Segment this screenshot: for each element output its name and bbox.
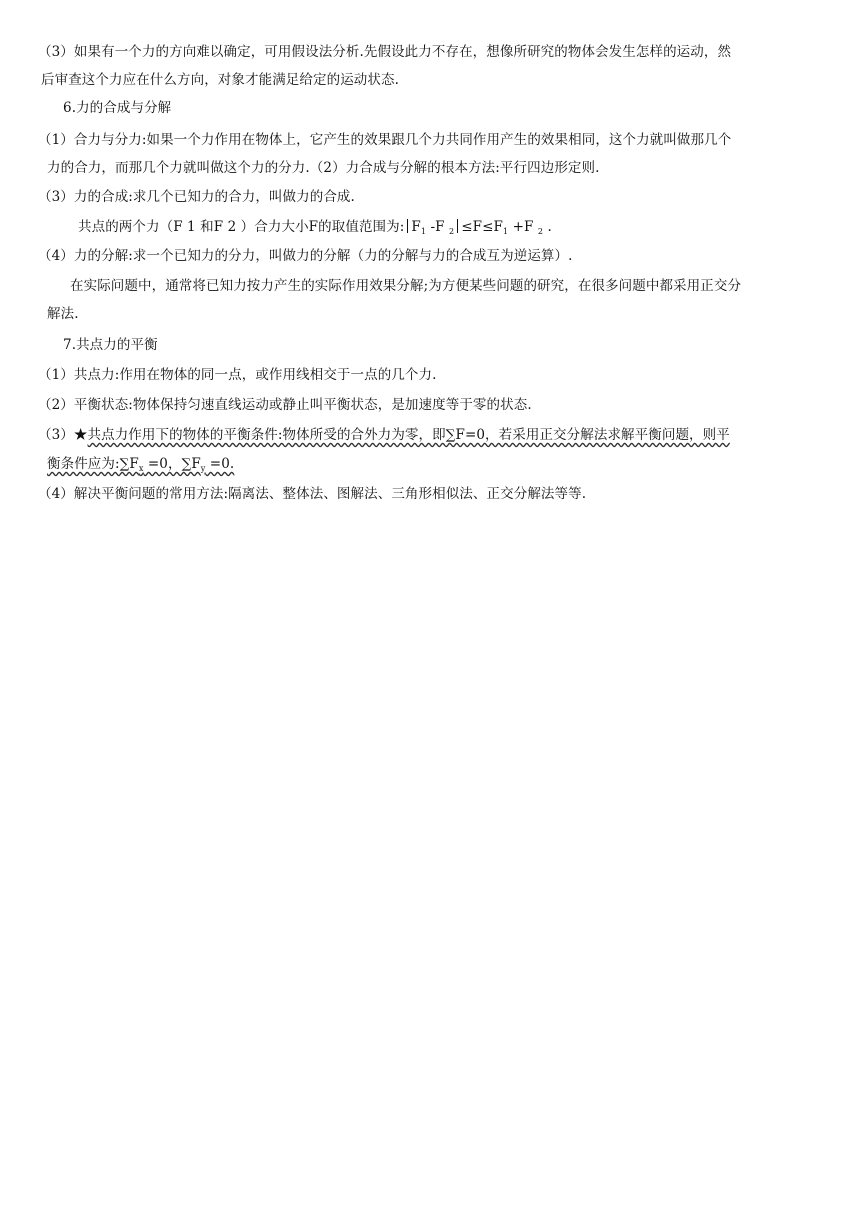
formula-part-a: 衡条件应为:∑F: [47, 456, 139, 472]
section-6-paragraph-4: （4）力的分解:求一个已知力的分力，叫做力的分解（力的分解与力的合成互为逆运算）.: [38, 248, 573, 264]
section-7-paragraph-3-line-1: [38, 426, 730, 444]
equilibrium-condition-text: 共点力作用下的物体的平衡条件:物体所受的合外力为零，即∑F=0，若采用正交分解法求解平衡问题，则平: [87, 427, 730, 443]
force-range-f1: F: [411, 219, 421, 235]
paragraph-3-number: （3）: [38, 427, 74, 443]
abs-bar-left: [407, 219, 408, 233]
section-6-paragraph-1-line-1: （1）合力与分力:如果一个力作用在物体上，它产生的效果跟几个力共同作用产生的效果相同，这个力就叫做那几个: [38, 132, 732, 148]
section-6-heading: 6.力的合成与分解: [63, 100, 172, 116]
force-range-sub-3: 1: [502, 227, 509, 236]
formula-part-c: =0.: [205, 456, 235, 472]
force-range-sub-4: 2: [537, 227, 544, 236]
section-7-heading: 7.共点力的平衡: [63, 337, 158, 353]
force-range-sub-1: 1: [420, 227, 427, 236]
paragraph-3-line-2: 后审查这个力应在什么方向，对象才能满足给定的运动状态.: [41, 72, 399, 88]
formula-sub-x: x: [138, 464, 144, 473]
section-7-paragraph-1: （1）共点力:作用在物体的同一点，或作用线相交于一点的几个力.: [38, 367, 437, 383]
section-6-paragraph-3: （3）力的合成:求几个已知力的合力，叫做力的合成.: [38, 189, 355, 205]
section-7-paragraph-4: （4）解决平衡问题的常用方法:隔离法、整体法、图解法、三角形相似法、正交分解法等等.: [38, 486, 587, 502]
paragraph-3-line-1: （3）如果有一个力的方向难以确定，可用假设法分析.先假设此力不存在，想像所研究的物体会发生怎样的运动，然: [38, 44, 732, 60]
formula-part-b: =0，∑F: [143, 456, 201, 472]
star-icon: ★: [73, 427, 88, 443]
section-6-paragraph-1-line-2: 力的合力，而那几个力就叫做这个力的分力.（2）力合成与分解的根本方法:平行四边形定则.: [47, 160, 600, 176]
force-range-mid: ≤F≤F: [461, 219, 503, 235]
force-range-plus: +F: [508, 219, 538, 235]
force-range-end: .: [543, 219, 552, 235]
force-range-minus: -F: [426, 219, 449, 235]
section-7-paragraph-2: （2）平衡状态:物体保持匀速直线运动或静止叫平衡状态，是加速度等于零的状态.: [38, 397, 532, 413]
section-7-paragraph-3-line-2: [47, 455, 234, 478]
section-6-paragraph-5-line-2: 解法.: [47, 306, 79, 322]
section-6-force-range: [78, 218, 552, 241]
section-6-paragraph-5-line-1: 在实际问题中，通常将已知力按力产生的实际作用效果分解;为方便某些问题的研究，在很多问题中都采用正交分: [70, 278, 742, 294]
force-range-sub-2: 2: [449, 227, 455, 236]
equilibrium-condition-formula: [47, 456, 234, 472]
force-range-prefix: 共点的两个力（F 1 和F 2 ）合力大小F的取值范围为:: [78, 219, 405, 235]
abs-bar-right: [457, 219, 458, 233]
formula-sub-y: y: [200, 464, 206, 473]
